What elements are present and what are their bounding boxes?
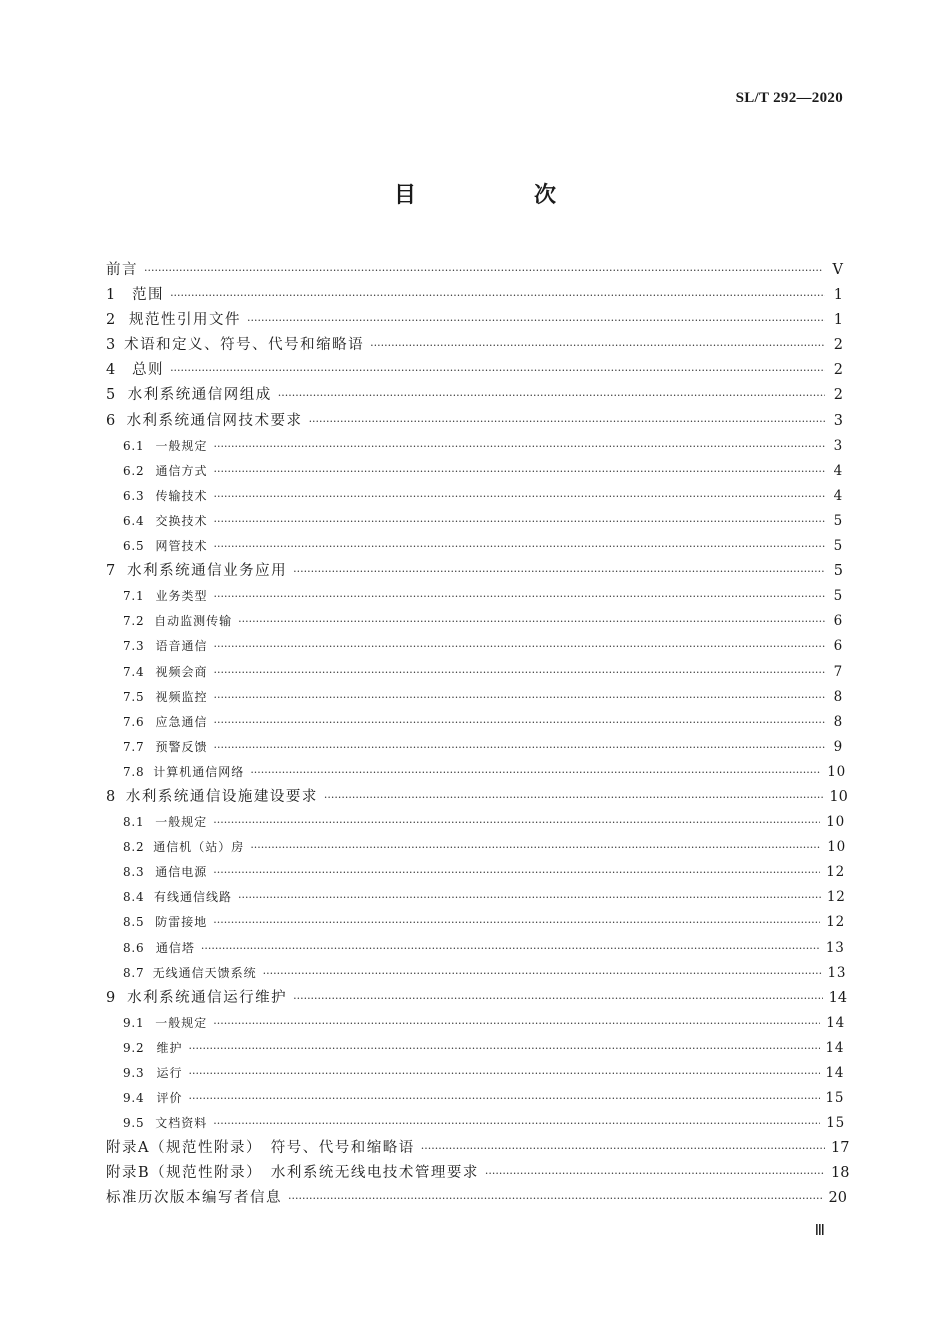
toc-entry-title: 术语和定义、符号、代号和缩略语 (124, 337, 365, 354)
toc-subentry[interactable] (106, 885, 846, 910)
toc-entry-page: 5 (833, 512, 843, 529)
toc-entry-page: 12 (826, 914, 845, 931)
toc-entry-page: 5 (833, 538, 843, 555)
toc-entry-number: 9.4 (123, 1091, 145, 1106)
toc-entry-page: 20 (828, 1190, 847, 1207)
toc-subentry[interactable] (106, 860, 843, 885)
dot-leader (213, 685, 825, 710)
dot-leader (247, 308, 825, 333)
toc-entry[interactable] (106, 258, 843, 283)
toc-entry-title: 视频会商 (155, 664, 208, 679)
toc-entry-page: 14 (828, 989, 848, 1006)
toc-entry-page: 10 (827, 763, 846, 780)
toc-subentry[interactable] (106, 1086, 843, 1111)
dot-leader (213, 484, 825, 509)
dot-leader (213, 634, 825, 659)
dot-leader (263, 961, 822, 986)
toc-entry-number: 9 (106, 989, 116, 1006)
toc-entry-number: 7.6 (123, 714, 145, 729)
toc-entry-title: 标准历次版本编写者信息 (106, 1190, 282, 1207)
toc-subentry[interactable] (106, 484, 843, 509)
dot-leader (170, 358, 825, 383)
dot-leader (213, 584, 825, 609)
dot-leader (213, 860, 820, 885)
table-of-contents (106, 258, 850, 1212)
toc-entry-number: 8.5 (123, 915, 145, 930)
dot-leader (250, 760, 821, 785)
toc-entry-title: 水利系统通信业务应用 (127, 563, 288, 580)
dot-leader (144, 258, 825, 283)
toc-entry-number: 8.4 (123, 890, 145, 905)
toc-entry[interactable] (106, 1136, 850, 1161)
dot-leader (421, 1136, 825, 1161)
toc-entry[interactable] (106, 383, 843, 408)
toc-entry-title: 交换技术 (155, 513, 208, 528)
toc-subentry[interactable] (106, 810, 843, 835)
toc-entry-number: 8.2 (123, 840, 145, 855)
toc-entry[interactable] (106, 559, 843, 584)
dot-leader (238, 609, 825, 634)
toc-entry-page: 5 (833, 563, 843, 580)
toc-entry-page: 14 (826, 1014, 845, 1031)
toc-entry-number: 6.2 (123, 463, 145, 478)
toc-entry-title: 评价 (156, 1091, 183, 1106)
toc-entry-number: 4 (106, 362, 116, 379)
toc-entry[interactable] (106, 986, 848, 1011)
toc-entry-page: 5 (833, 588, 843, 605)
toc-entry-page: 1 (833, 312, 843, 329)
toc-entry-number: 7.1 (123, 589, 145, 604)
toc-subentry[interactable] (106, 1061, 843, 1086)
toc-entry-page: 2 (833, 362, 843, 379)
dot-leader (213, 735, 825, 760)
toc-entry-page: 12 (826, 889, 846, 906)
toc-entry-page: 2 (833, 387, 843, 404)
toc-entry-page: 7 (833, 663, 843, 680)
dot-leader (213, 1111, 820, 1136)
toc-entry-page: 6 (833, 638, 843, 655)
toc-entry[interactable] (106, 308, 843, 333)
toc-entry-title: 运行 (156, 1066, 183, 1080)
toc-entry-number: 8.3 (123, 865, 145, 880)
toc-entry-title: 传输技术 (155, 488, 208, 503)
toc-entry-title: 水利系统通信设施建设要求 (125, 788, 318, 805)
toc-entry-title: 应急通信 (155, 714, 208, 729)
toc-entry-title: 附录B（规范性附录） 水利系统无线电技术管理要求 (106, 1165, 479, 1182)
toc-subentry[interactable] (106, 835, 846, 860)
toc-entry-number: 7.4 (123, 664, 145, 679)
toc-entry-page: 3 (833, 437, 843, 454)
toc-entry-page: 2 (833, 337, 843, 354)
toc-entry-number: 8 (106, 788, 116, 805)
toc-entry-title: 业务类型 (155, 589, 208, 604)
dot-leader (250, 835, 821, 860)
toc-entry-page: 15 (825, 1090, 845, 1107)
dot-leader (189, 1061, 820, 1086)
toc-entry-page: 14 (825, 1065, 845, 1081)
dot-leader (189, 1036, 820, 1061)
toc-entry-number: 5 (106, 387, 116, 404)
toc-entry-page: 10 (827, 839, 846, 856)
dot-leader (293, 559, 825, 584)
toc-entry-number: 6.1 (123, 438, 145, 453)
toc-entry-number: 8.7 (123, 965, 145, 980)
dot-leader (370, 333, 825, 358)
toc-entry-title: 水利系统通信网组成 (127, 387, 272, 404)
toc-entry-title: 通信电源 (155, 865, 208, 880)
toc-entry[interactable] (106, 283, 843, 308)
toc-entry-title: 范围 (132, 287, 165, 304)
dot-leader (213, 509, 825, 534)
toc-entry-page: 10 (826, 814, 845, 831)
toc-subentry[interactable] (106, 584, 843, 609)
toc-entry-number: 7.5 (123, 689, 145, 704)
toc-subentry[interactable] (106, 534, 843, 559)
toc-entry[interactable] (106, 333, 843, 358)
toc-entry-number: 8.6 (123, 940, 145, 955)
toc-entry-page: 3 (833, 412, 843, 429)
toc-entry-number: 7.7 (123, 739, 145, 754)
toc-subentry[interactable] (106, 634, 843, 659)
toc-entry-title: 通信机（站）房 (153, 840, 245, 855)
toc-entry-title: 视频监控 (155, 689, 208, 704)
toc-subentry[interactable] (106, 710, 843, 735)
toc-entry-title: 文档资料 (155, 1116, 208, 1131)
dot-leader (189, 1086, 820, 1111)
toc-entry-title: 水利系统通信运行维护 (127, 989, 288, 1006)
toc-entry-page: 4 (833, 487, 843, 504)
dot-leader (201, 936, 820, 961)
toc-subentry[interactable] (106, 961, 847, 986)
toc-subentry[interactable] (106, 685, 843, 710)
toc-subentry[interactable] (106, 735, 843, 760)
toc-entry[interactable] (106, 409, 843, 434)
toc-entry-page: 4 (833, 462, 843, 479)
standard-code: SL/T 292—2020 (735, 90, 843, 106)
toc-entry-number: 7.2 (123, 614, 145, 629)
toc-entry-title: 一般规定 (155, 438, 208, 453)
toc-entry-page: 18 (831, 1165, 850, 1182)
toc-entry-title: 规范性引用文件 (129, 312, 241, 329)
toc-entry-title: 一般规定 (155, 815, 208, 830)
toc-entry-page: 12 (826, 864, 845, 881)
toc-entry-title: 通信方式 (155, 463, 208, 478)
toc-entry-title: 维护 (156, 1040, 183, 1055)
toc-entry-page: 13 (825, 939, 845, 956)
toc-entry-number: 6.5 (123, 539, 145, 554)
toc-entry-number: 7 (106, 563, 116, 580)
toc-entry-number: 6.3 (123, 488, 145, 503)
toc-entry-number: 6.4 (123, 513, 145, 528)
toc-subentry[interactable] (106, 760, 846, 785)
toc-entry-title: 通信塔 (155, 940, 195, 955)
toc-entry-title: 计算机通信网络 (153, 764, 245, 779)
dot-leader (213, 810, 820, 835)
toc-entry-title: 一般规定 (155, 1015, 208, 1030)
toc-entry-page: 17 (831, 1140, 850, 1157)
toc-entry-page: 15 (826, 1115, 845, 1132)
toc-entry-page: 8 (833, 713, 843, 730)
toc-entry-title: 有线通信线路 (153, 890, 232, 905)
toc-entry-page: 10 (829, 788, 848, 805)
dot-leader (485, 1161, 825, 1186)
toc-entry-page: 14 (825, 1039, 845, 1056)
toc-entry-number: 8.1 (123, 815, 145, 830)
toc-entry-title: 语音通信 (155, 639, 208, 654)
toc-entry-title: 前言 (106, 262, 138, 278)
toc-subentry[interactable] (106, 1111, 843, 1136)
dot-leader (213, 459, 825, 484)
toc-entry-page: Ⅴ (832, 262, 843, 278)
toc-entry-title: 无线通信天馈系统 (152, 965, 257, 980)
toc-entry-title: 总则 (132, 362, 165, 379)
dot-leader (213, 534, 825, 559)
toc-entry-page: 1 (833, 287, 843, 304)
toc-subentry[interactable] (106, 1011, 843, 1036)
toc-subentry[interactable] (106, 434, 843, 459)
toc-subentry[interactable] (106, 660, 843, 685)
dot-leader (238, 885, 821, 910)
toc-entry-number: 9.3 (123, 1066, 145, 1080)
dot-leader (213, 660, 825, 685)
toc-entry-title: 自动监测传输 (154, 614, 233, 629)
toc-entry-page: 13 (827, 964, 847, 981)
toc-entry-page: 8 (833, 688, 843, 705)
dot-leader (213, 910, 820, 935)
toc-subentry[interactable] (106, 509, 843, 534)
toc-subentry[interactable] (106, 459, 843, 484)
dot-leader (278, 383, 825, 408)
dot-leader (213, 710, 825, 735)
toc-subentry[interactable] (106, 609, 843, 634)
toc-entry-page: 9 (833, 738, 843, 755)
toc-subentry[interactable] (106, 1036, 843, 1061)
toc-subentry[interactable] (106, 910, 843, 935)
toc-entry-number: 2 (106, 312, 116, 329)
page-number: Ⅲ (814, 1223, 825, 1239)
toc-entry-number: 3 (106, 337, 116, 354)
toc-entry-title: 水利系统通信网技术要求 (126, 412, 303, 429)
toc-entry-number: 6 (106, 412, 116, 429)
toc-entry[interactable] (106, 358, 843, 383)
dot-leader (213, 434, 825, 459)
toc-entry-number: 7.8 (123, 764, 145, 779)
toc-entry[interactable] (106, 785, 848, 810)
toc-entry-title: 附录A（规范性附录） 符号、代号和缩略语 (106, 1140, 415, 1157)
toc-entry-number: 9.2 (123, 1040, 145, 1055)
toc-entry-number: 7.3 (123, 639, 145, 654)
dot-leader (213, 1011, 820, 1036)
toc-entry-number: 9.5 (123, 1116, 145, 1131)
dot-leader (170, 283, 825, 308)
toc-entry-title: 网管技术 (155, 539, 208, 554)
toc-entry[interactable] (106, 1186, 847, 1211)
toc-subentry[interactable] (106, 936, 843, 961)
dot-leader (293, 986, 823, 1011)
page-title: 目 次 (393, 183, 604, 208)
dot-leader (288, 1186, 822, 1211)
toc-entry-number: 9.1 (123, 1015, 145, 1030)
toc-entry-number: 1 (106, 287, 116, 304)
toc-entry[interactable] (106, 1161, 850, 1186)
dot-leader (324, 785, 824, 810)
toc-entry-title: 防雷接地 (155, 915, 208, 930)
dot-leader (309, 409, 825, 434)
toc-entry-page: 6 (833, 613, 843, 630)
toc-entry-title: 预警反馈 (155, 739, 208, 754)
